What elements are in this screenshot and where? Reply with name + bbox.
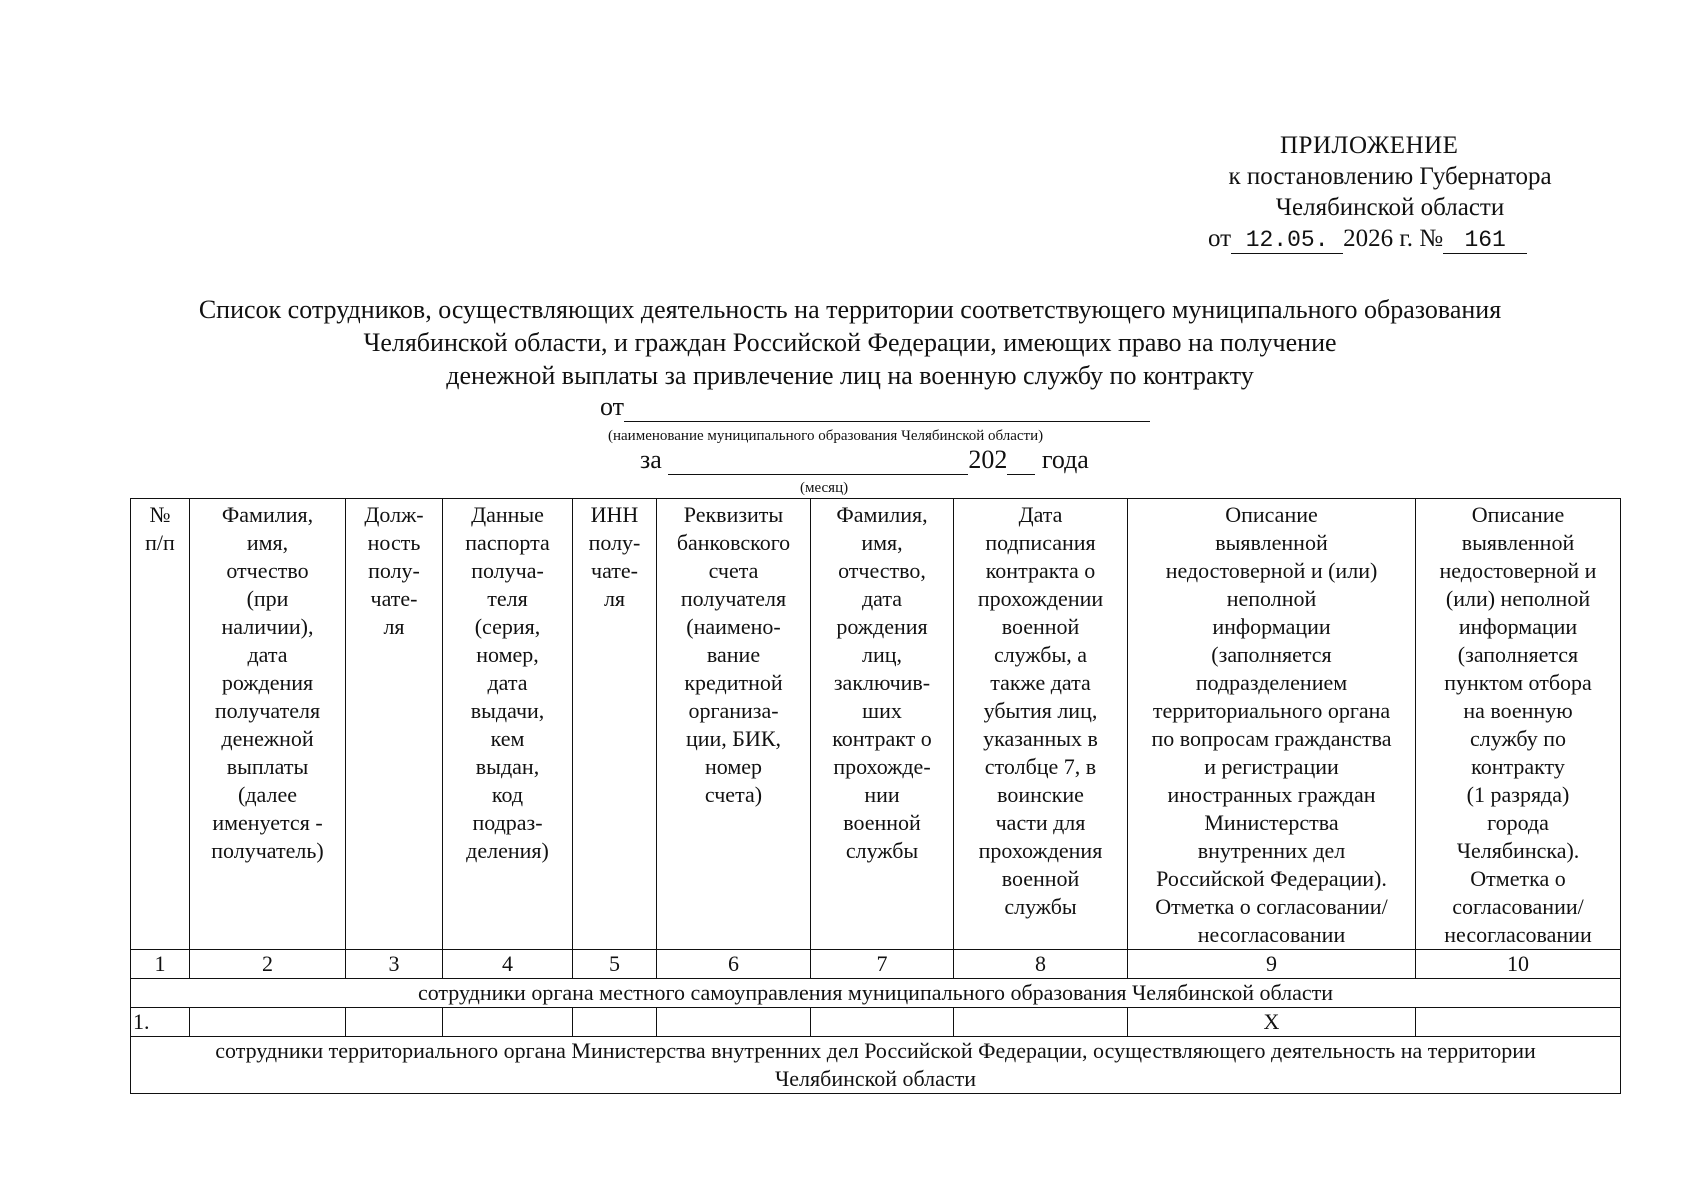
header-cell [1416, 499, 1621, 950]
column-number: 9 [1128, 950, 1416, 979]
header-line: (заполняется [1211, 642, 1332, 667]
header-line: и регистрации [1204, 754, 1339, 779]
header-line: код [491, 782, 524, 807]
header-line: выдачи, [470, 698, 545, 723]
appendix-year-number-label: 2026 г. № [1343, 225, 1444, 252]
period-suffix: года [1041, 445, 1089, 474]
section-heading: сотрудники органа местного самоуправления муниципального образования Челябинской области [131, 979, 1621, 1008]
header-line: территориального органа [1152, 698, 1391, 723]
header-line: (наимено- [686, 614, 781, 639]
appendix-date-line [1208, 223, 1527, 254]
header-line: наличии), [221, 614, 314, 639]
header-line: указанных в [983, 726, 1098, 751]
table-cell: X [1128, 1008, 1416, 1037]
document-title [100, 293, 1600, 392]
header-line: деления) [466, 838, 549, 863]
header-line: информации [1458, 614, 1578, 639]
header-line: рождения [836, 614, 928, 639]
table-cell [190, 1008, 346, 1037]
section-heading-line-1: сотрудники территориального органа Министерства внутренних дел Российской Федерации, осуществляющего деятельность на территории [215, 1038, 1536, 1063]
header-line: выявленной [1215, 530, 1328, 555]
column-number: 6 [657, 950, 811, 979]
header-cell [657, 499, 811, 950]
header-line: теля [487, 586, 528, 611]
header-line: номер [704, 754, 763, 779]
header-line: внутренних дел [1197, 838, 1346, 863]
header-line: воинские [997, 782, 1084, 807]
appendix-number: 161 [1443, 227, 1527, 254]
header-line: Дата [1018, 502, 1063, 527]
header-line: прохождения [978, 838, 1103, 863]
table-cell [573, 1008, 657, 1037]
header-line: Фамилия, [836, 502, 928, 527]
header-line: (1 разряда) [1466, 782, 1570, 807]
header-line: вание [706, 642, 761, 667]
header-cell [1128, 499, 1416, 950]
column-numbers-row [131, 950, 1621, 979]
header-line: выплаты [226, 754, 309, 779]
header-line: неполной [1226, 586, 1317, 611]
table-cell [811, 1008, 954, 1037]
column-number: 10 [1416, 950, 1621, 979]
header-line: организа- [688, 698, 779, 723]
column-number: 3 [346, 950, 443, 979]
municipality-caption: (наименование муниципального образования Челябинской области) [608, 428, 1044, 444]
header-line: выдан, [475, 754, 540, 779]
title-line-1: Список сотрудников, осуществляющих деятельность на территории соответствующего муниципального образования [198, 295, 1502, 324]
header-line: ля [603, 586, 626, 611]
header-line: Долж- [364, 502, 424, 527]
municipality-blank [624, 399, 1150, 422]
header-line: города [1487, 810, 1549, 835]
header-line: Министерства [1204, 810, 1339, 835]
header-line: части для [995, 810, 1086, 835]
section-heading [131, 1037, 1621, 1094]
header-line: прохожде- [833, 754, 931, 779]
column-number: 5 [573, 950, 657, 979]
header-line: прохождении [977, 586, 1104, 611]
header-line: кредитной [684, 670, 783, 695]
period-year: 202 [968, 445, 1008, 474]
header-line: имя, [246, 530, 289, 555]
header-line: подписания [985, 530, 1096, 555]
column-number: 4 [443, 950, 573, 979]
table-cell: 1. [131, 1008, 190, 1037]
header-line: чате- [370, 586, 418, 611]
header-line: подраз- [472, 810, 543, 835]
appendix-line-1: к постановлению Губернатора [1228, 163, 1552, 190]
header-line: информации [1212, 614, 1331, 639]
header-line: столбце 7, в [984, 754, 1097, 779]
header-line: паспорта [465, 530, 550, 555]
header-line: службы [1004, 894, 1077, 919]
header-cell [346, 499, 443, 950]
header-line: ИНН [590, 502, 639, 527]
from-label: от [600, 392, 625, 421]
header-line: кем [490, 726, 525, 751]
column-number: 8 [954, 950, 1128, 979]
title-line-2: Челябинской области, и граждан Российской Федерации, имеющих право на получение [363, 328, 1337, 357]
header-line: п/п [145, 530, 175, 555]
header-line: полу- [588, 530, 641, 555]
section-row-interior-ministry [131, 1037, 1621, 1094]
section-heading-line-2: Челябинской области [774, 1066, 977, 1091]
header-line: (серия, [474, 614, 541, 639]
header-cell [573, 499, 657, 950]
header-line: получа- [471, 558, 544, 583]
header-line: рождения [221, 670, 314, 695]
header-cell [131, 499, 190, 950]
header-line: Российской Федерации). [1156, 866, 1387, 891]
header-line: службу по [1470, 726, 1566, 751]
header-line: подразделением [1195, 670, 1348, 695]
header-line: службы [845, 838, 919, 863]
appendix-title: ПРИЛОЖЕНИЕ [1280, 132, 1459, 159]
header-line: недостоверной и (или) [1165, 558, 1378, 583]
header-line: полу- [368, 558, 420, 583]
year-blank [1007, 452, 1035, 475]
column-number: 2 [190, 950, 346, 979]
header-line: выявленной [1461, 530, 1575, 555]
period-label: за [640, 445, 662, 474]
header-line: дата [487, 670, 528, 695]
table-cell [346, 1008, 443, 1037]
recipients-table [130, 498, 1621, 1094]
appendix-line-2: Челябинской области [1275, 194, 1505, 221]
header-line: иностранных граждан [1167, 782, 1376, 807]
header-line: дата [247, 642, 288, 667]
table-row [131, 1008, 1621, 1037]
appendix-date: 12.05. [1231, 227, 1343, 254]
header-line: несогласовании [1444, 922, 1592, 947]
table-cell [443, 1008, 573, 1037]
header-line: контракта о [985, 558, 1096, 583]
header-line: нии [864, 782, 900, 807]
header-line: убытия лиц, [983, 698, 1098, 723]
appendix-from-label: от [1208, 225, 1232, 252]
section-row-local-government [131, 979, 1621, 1008]
table-cell [954, 1008, 1128, 1037]
header-line: на военную [1463, 698, 1573, 723]
header-line: Отметка о согласовании/ [1155, 894, 1388, 919]
header-line: Описание [1225, 502, 1318, 527]
header-line: службы, а [993, 642, 1088, 667]
header-cell [443, 499, 573, 950]
header-line: несогласовании [1197, 922, 1346, 947]
title-line-3: денежной выплаты за привлечение лиц на военную службу по контракту [446, 361, 1254, 390]
column-number: 1 [131, 950, 190, 979]
header-line: контракту [1471, 754, 1565, 779]
header-line: отчество, [838, 558, 926, 583]
table-cell [657, 1008, 811, 1037]
header-line: также дата [990, 670, 1091, 695]
header-line: Реквизиты [683, 502, 784, 527]
header-line: (при [246, 586, 289, 611]
header-line: дата [861, 586, 903, 611]
header-line: счета [708, 558, 759, 583]
header-cell [811, 499, 954, 950]
header-line: ность [367, 530, 421, 555]
month-caption: (месяц) [800, 480, 849, 496]
header-line: (заполняется [1457, 642, 1579, 667]
header-line: ля [383, 614, 405, 639]
header-cell [954, 499, 1128, 950]
header-line: по вопросам гражданства [1151, 726, 1392, 751]
header-line: военной [1001, 866, 1080, 891]
header-line: Отметка о [1470, 866, 1566, 891]
period-line [640, 445, 1089, 475]
header-line: лиц, [861, 642, 903, 667]
table-cell [1416, 1008, 1621, 1037]
header-line: именуется - [212, 810, 323, 835]
table-header-row [131, 499, 1621, 950]
header-line: (или) неполной [1445, 586, 1591, 611]
header-line: имя, [861, 530, 903, 555]
header-line: получателя [214, 698, 321, 723]
header-line: ции, БИК, [685, 726, 781, 751]
municipality-line [600, 392, 1150, 422]
header-line: банковского [676, 530, 791, 555]
header-line: получателя [680, 586, 787, 611]
header-line: Данные [471, 502, 544, 527]
header-line: пунктом отбора [1444, 670, 1592, 695]
month-blank [668, 452, 968, 475]
header-line: денежной [221, 726, 314, 751]
header-line: Описание [1471, 502, 1565, 527]
header-line: получатель) [211, 838, 324, 863]
header-line: заключив- [833, 670, 931, 695]
header-line: отчество [226, 558, 309, 583]
column-number: 7 [811, 950, 954, 979]
header-line: военной [1001, 614, 1080, 639]
header-line: недостоверной и [1439, 558, 1597, 583]
header-cell [190, 499, 346, 950]
header-line: номер, [476, 642, 539, 667]
header-line: (далее [238, 782, 297, 807]
header-line: чате- [591, 558, 638, 583]
header-line: счета) [704, 782, 763, 807]
header-line: контракт о [832, 726, 932, 751]
header-line: № [149, 502, 171, 527]
header-line: ших [862, 698, 902, 723]
header-line: Фамилия, [221, 502, 314, 527]
header-line: военной [843, 810, 921, 835]
header-line: Челябинска). [1456, 838, 1580, 863]
header-line: согласовании/ [1452, 894, 1584, 919]
